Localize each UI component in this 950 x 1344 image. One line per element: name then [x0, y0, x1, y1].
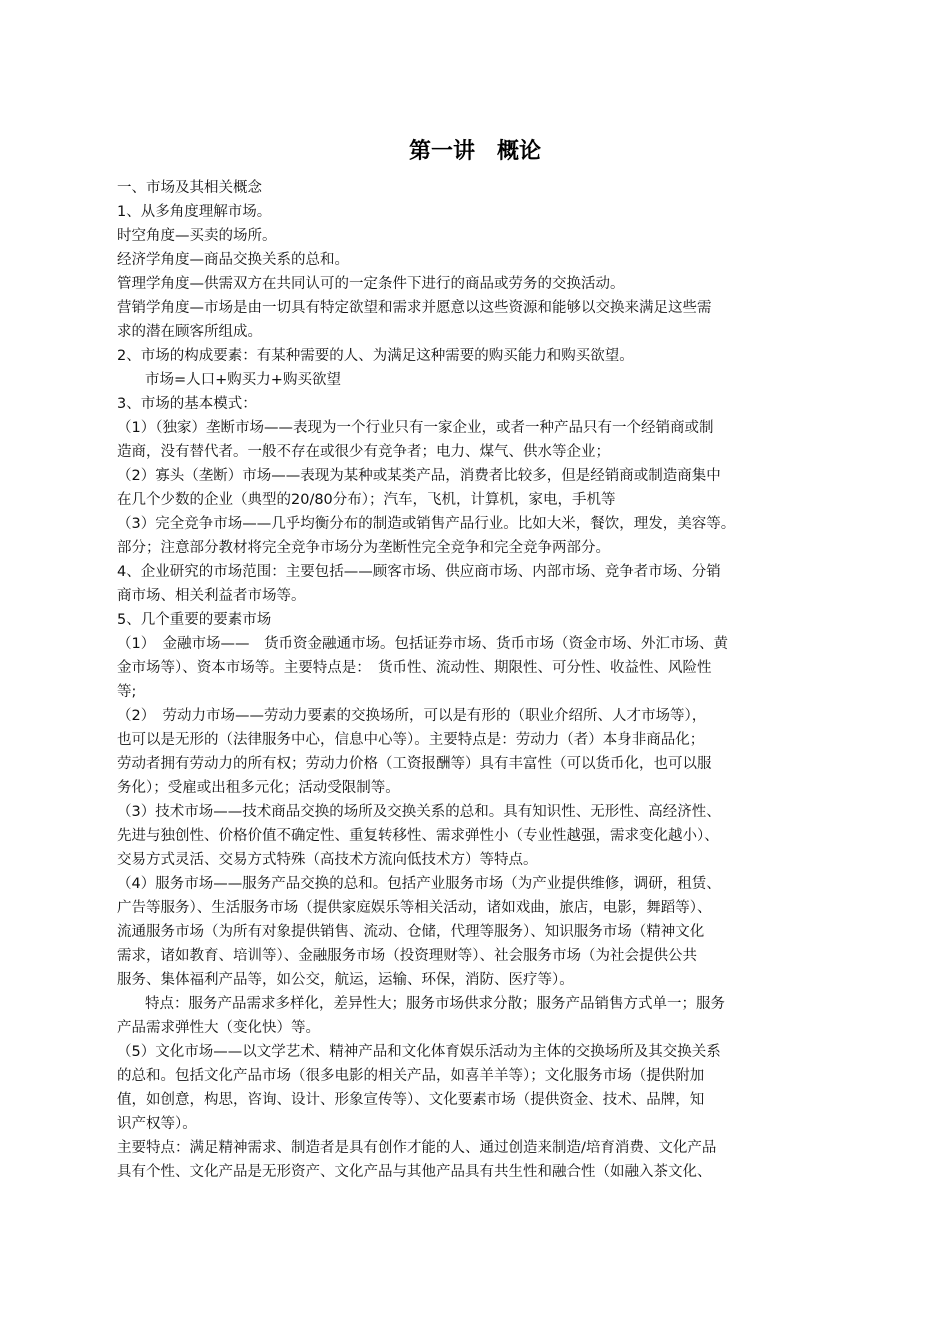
paragraph-line: 等; [117, 684, 137, 700]
paragraph-line: 的总和。包括文化产品市场（很多电影的相关产品，如喜羊羊等）；文化服务市场（提供附加 [117, 1068, 705, 1084]
paragraph-line: 交易方式灵活、交易方式特殊（高技术方流向低技术方）等特点。 [117, 852, 538, 868]
paragraph-line: 值，如创意，构思，咨询、设计、形象宣传等）、文化要素市场（提供资金、技术、品牌，知 [117, 1092, 705, 1108]
paragraph-line: 5、几个重要的要素市场 [117, 612, 272, 628]
paragraph-line: 特点：服务产品需求多样化，差异性大；服务市场供求分散；服务产品销售方式单一；服务 [145, 996, 725, 1012]
paragraph-line: 识产权等）。 [117, 1116, 197, 1132]
paragraph-line: 主要特点：满足精神需求、制造者是具有创作才能的人、通过创造来制造/培育消费、文化产品 [117, 1140, 717, 1156]
paragraph-line: 具有个性、文化产品是无形资产、文化产品与其他产品具有共生性和融合性（如融入茶文化、 [117, 1164, 712, 1180]
paragraph-line: （2） 劳动力市场——劳动力要素的交换场所，可以是有形的（职业介绍所、人才市场等）， [117, 708, 707, 724]
paragraph-line: 部分；注意部分教材将完全竞争市场分为垄断性完全竞争和完全竞争两部分。 [117, 540, 610, 556]
paragraph-line: 经济学角度—商品交换关系的总和。 [117, 252, 349, 268]
paragraph-line: 商市场、相关利益者市场等。 [117, 588, 306, 604]
paragraph-line: 造商，没有替代者。一般不存在或很少有竞争者；电力、煤气、供水等企业； [117, 444, 610, 460]
paragraph-line: 先进与独创性、价格价值不确定性、重复转移性、需求弹性小（专业性越强，需求变化越小）、 [117, 828, 719, 844]
paragraph-line: （3）技术市场——技术商品交换的场所及交换关系的总和。具有知识性、无形性、高经济性、 [117, 804, 721, 820]
paragraph-line: （1）（独家）垄断市场——表现为一个行业只有一家企业，或者一种产品只有一个经销商或制 [117, 420, 714, 436]
paragraph-line: （1） 金融市场—— 货币资金融通市场。包括证券市场、货币市场（资金市场、外汇市场、黄 [117, 636, 728, 652]
paragraph-line: 4、企业研究的市场范围：主要包括——顾客市场、供应商市场、内部市场、竞争者市场、分销 [117, 564, 721, 580]
paragraph-line: 劳动者拥有劳动力的所有权；劳动力价格（工资报酬等）具有丰富性（可以货币化，也可以服 [117, 756, 712, 772]
paragraph-line: 在几个少数的企业（典型的20/80分布）；汽车，飞机，计算机，家电，手机等 [117, 492, 616, 508]
paragraph-line: 一、市场及其相关概念 [117, 180, 262, 196]
document-body [117, 176, 829, 1184]
paragraph-line: 务化）；受雇或出租多元化；活动受限制等。 [117, 780, 400, 796]
paragraph-line: 3、市场的基本模式： [117, 396, 257, 412]
paragraph-line: 2、市场的构成要素：有某种需要的人、为满足这种需要的购买能力和购买欲望。 [117, 348, 634, 364]
paragraph-line: 营销学角度—市场是由一切具有特定欲望和需求并愿意以这些资源和能够以交换来满足这些需 [117, 300, 712, 316]
paragraph-line: 产品需求弹性大（变化快）等。 [117, 1020, 320, 1036]
paragraph-line: 时空角度—买卖的场所。 [117, 228, 277, 244]
paragraph-line: 广告等服务）、生活服务市场（提供家庭娱乐等相关活动，诸如戏曲，旅店，电影，舞蹈等）、 [117, 900, 712, 916]
paragraph-line: （5）文化市场——以文学艺术、精神产品和文化体育娱乐活动为主体的交换场所及其交换关系 [117, 1044, 721, 1060]
paragraph-line: 需求，诸如教育、培训等）、金融服务市场（投资理财等）、社会服务市场（为社会提供公共 [117, 948, 697, 964]
paragraph-line: （2）寡头（垄断）市场——表现为某种或某类产品，消费者比较多，但是经销商或制造商集中 [117, 468, 721, 484]
paragraph-line: （4）服务市场——服务产品交换的总和。包括产业服务市场（为产业提供维修，调研，租赁、 [117, 876, 721, 892]
paragraph-line: 1、从多角度理解市场。 [117, 204, 272, 220]
page-title: 第一讲 概论 [408, 138, 541, 164]
paragraph-line: 也可以是无形的（法律服务中心，信息中心等）。主要特点是：劳动力（者）本身非商品化； [117, 732, 705, 748]
paragraph-line: 金市场等）、资本市场等。主要特点是： 货币性、流动性、期限性、可分性、收益性、风险性 [117, 660, 712, 676]
paragraph-line: 服务、集体福利产品等，如公交，航运，运输、环保，消防、医疗等）。 [117, 972, 574, 988]
paragraph-line: 管理学角度—供需双方在共同认可的一定条件下进行的商品或劳务的交换活动。 [117, 276, 625, 292]
paragraph-line: 流通服务市场（为所有对象提供销售、流动、仓储，代理等服务）、知识服务市场（精神文化 [117, 924, 705, 940]
paragraph-line: 求的潜在顾客所组成。 [117, 324, 262, 340]
paragraph-line: 市场=人口+购买力+购买欲望 [145, 372, 341, 388]
paragraph-line: （3）完全竞争市场——几乎均衡分布的制造或销售产品行业。比如大米，餐饮，理发，美容等。 [117, 516, 736, 532]
